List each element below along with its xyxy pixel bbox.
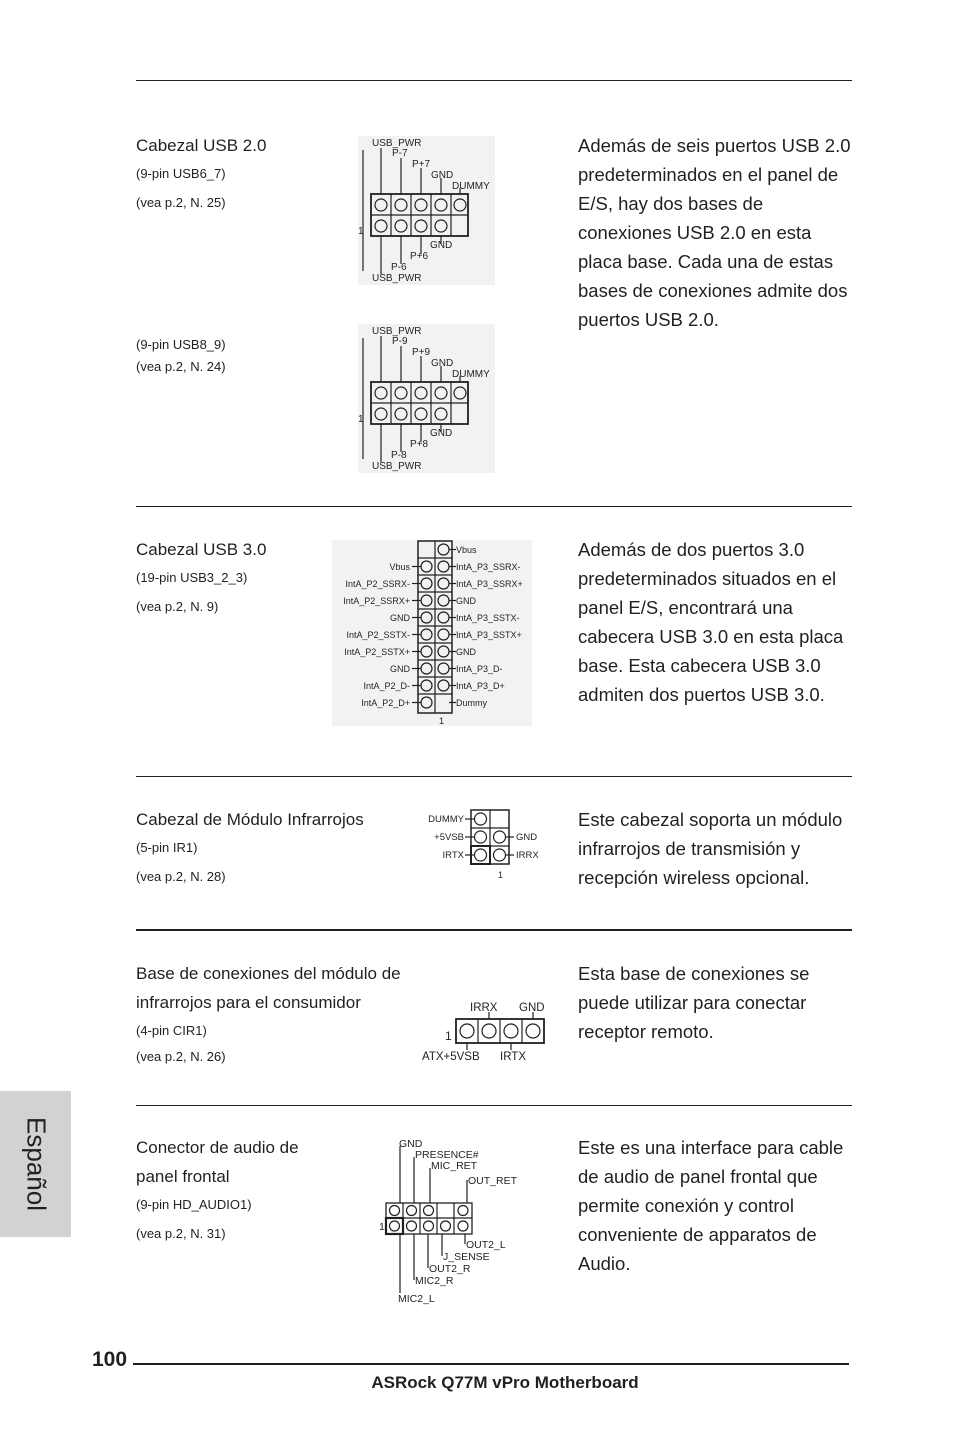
- usb2-description: Además de seis puertos USB 2.0 predeterminados en el panel de E/S, hay dos bases de conexiones USB 2.0 en esta placa base. Cada una de estas bases de conexiones admite dos puertos USB 2.0.: [578, 135, 851, 330]
- diag-label: GND: [390, 613, 410, 623]
- diag-label: IntA_P3_D+: [456, 681, 505, 691]
- diag-label: P+9: [412, 347, 431, 358]
- usb2-pin-label-1: (9-pin USB6_7): [136, 166, 226, 181]
- diag-label: 1: [379, 1221, 385, 1233]
- diag-label: +5VSB: [434, 832, 464, 843]
- diag-label: OUT2_R: [429, 1263, 471, 1275]
- diag-label: 1: [358, 414, 364, 425]
- cir-diagram: [418, 998, 552, 1064]
- diag-label: DUMMY: [428, 814, 464, 825]
- usb2-ref-2: (vea p.2, N. 24): [136, 359, 226, 374]
- footer-rule: [133, 1363, 849, 1365]
- section-divider: [136, 1105, 852, 1106]
- diag-label: P+8: [410, 439, 429, 450]
- diag-label: IntA_P3_SSTX-: [456, 613, 520, 623]
- diag-label: MIC2_R: [415, 1275, 454, 1287]
- audio-pin-label: (9-pin HD_AUDIO1): [136, 1197, 252, 1212]
- diag-label: GND: [516, 832, 538, 843]
- ir-description: Este cabezal soporta un módulo infrarrojos de transmisión y recepción wireless opcional.: [578, 809, 843, 888]
- ir-diagram: [418, 808, 544, 882]
- diag-label: DUMMY: [452, 181, 490, 192]
- usb3-title: Cabezal USB 3.0: [136, 540, 267, 559]
- diag-label: OUT2_L: [466, 1239, 506, 1251]
- diag-label: USB_PWR: [372, 273, 422, 284]
- diag-label: IRTX: [442, 850, 464, 861]
- usb3-pin-label: (19-pin USB3_2_3): [136, 570, 248, 585]
- diag-label: IntA_P2_D-: [363, 681, 410, 691]
- section-divider: [136, 929, 852, 931]
- diag-label: J_SENSE: [443, 1251, 490, 1263]
- diag-label: Vbus: [456, 545, 477, 555]
- diag-label: 1: [439, 716, 445, 726]
- diag-label: USB_PWR: [372, 138, 422, 149]
- diag-label: IRRX: [516, 850, 539, 861]
- cir-ref: (vea p.2, N. 26): [136, 1049, 226, 1064]
- audio-diagram: [378, 1136, 518, 1306]
- diag-label: Dummy: [456, 698, 487, 708]
- diag-label: USB_PWR: [372, 461, 422, 472]
- diag-label: IntA_P2_D+: [361, 698, 410, 708]
- diag-label: IRTX: [500, 1051, 526, 1063]
- section-divider: [136, 506, 852, 507]
- language-tab-label: Español: [21, 1117, 51, 1211]
- diag-label: IntA_P3_D-: [456, 664, 503, 674]
- diag-label: IntA_P2_SSTX+: [344, 647, 410, 657]
- language-side-tab: [0, 1091, 71, 1237]
- diag-label: IntA_P3_SSRX+: [456, 579, 523, 589]
- diag-label: Vbus: [389, 562, 410, 572]
- diag-label: P+7: [412, 159, 431, 170]
- diag-label: P+6: [410, 251, 429, 262]
- diag-label: IntA_P2_SSRX-: [345, 579, 410, 589]
- diag-label: IntA_P3_SSRX-: [456, 562, 521, 572]
- ir-title: Cabezal de Módulo Infrarrojos: [136, 810, 364, 829]
- diag-label: GND: [456, 647, 476, 657]
- diag-label: GND: [430, 428, 453, 439]
- cir-pin-label: (4-pin CIR1): [136, 1023, 207, 1038]
- usb2-diagram-2: [358, 324, 495, 473]
- audio-description: Este es una interface para cable de audio de panel frontal que permite conexión y control conveniente de apparatos de Audio.: [578, 1137, 844, 1274]
- top-rule: [136, 80, 852, 81]
- diag-label: IRRX: [470, 1002, 498, 1014]
- diag-label: 1: [445, 1029, 452, 1043]
- page-number: 100: [92, 1348, 128, 1371]
- cir-description: Esta base de conexiones se puede utilizar para conectar receptor remoto.: [578, 963, 810, 1042]
- diag-label: ATX+5VSB: [422, 1051, 480, 1063]
- usb2-ref-1: (vea p.2, N. 25): [136, 195, 226, 210]
- usb3-ref: (vea p.2, N. 9): [136, 599, 219, 614]
- diag-label: P-8: [391, 450, 407, 461]
- usb3-description: Además de dos puertos 3.0 predeterminados situados en el panel E/S, encontrará una cabecera USB 3.0 en esta placa base. Esta cabecera USB 3.0 admiten dos puertos USB 3.0.: [578, 539, 844, 705]
- diag-label: 1: [498, 870, 504, 880]
- section-divider: [136, 776, 852, 777]
- usb3-diagram: [332, 540, 532, 726]
- diag-label: DUMMY: [452, 369, 490, 380]
- footer-product-name: ASRock Q77M vPro Motherboard: [371, 1373, 639, 1392]
- audio-ref: (vea p.2, N. 31): [136, 1226, 226, 1241]
- usb2-title: Cabezal USB 2.0: [136, 136, 267, 155]
- diag-label: 1: [358, 226, 364, 237]
- diag-label: GND: [431, 170, 454, 181]
- diag-label: P-6: [391, 262, 407, 273]
- diag-label: IntA_P2_SSRX+: [343, 596, 410, 606]
- diag-label: OUT_RET: [468, 1175, 518, 1187]
- usb2-diagram-1: [358, 136, 495, 285]
- cir-title: Base de conexiones del módulo de infrarrojos para el consumidor: [136, 964, 401, 1012]
- diag-label: P-9: [392, 336, 408, 347]
- diag-label: MIC_RET: [431, 1160, 478, 1172]
- ir-pin-label: (5-pin IR1): [136, 840, 198, 855]
- diag-label: GND: [399, 1138, 423, 1150]
- diag-label: IntA_P2_SSTX-: [346, 630, 410, 640]
- diag-label: PRESENCE#: [415, 1149, 479, 1161]
- diag-label: GND: [431, 358, 454, 369]
- ir-ref: (vea p.2, N. 28): [136, 869, 226, 884]
- diag-label: MIC2_L: [398, 1293, 435, 1305]
- diag-label: GND: [456, 596, 476, 606]
- diag-label: P-7: [392, 148, 408, 159]
- diag-label: GND: [390, 664, 410, 674]
- diag-label: IntA_P3_SSTX+: [456, 630, 522, 640]
- audio-title: Conector de audio de panel frontal: [136, 1138, 299, 1186]
- diag-label: USB_PWR: [372, 326, 422, 337]
- diag-label: GND: [430, 240, 453, 251]
- diag-label: GND: [519, 1002, 545, 1014]
- usb2-pin-label-2: (9-pin USB8_9): [136, 337, 226, 352]
